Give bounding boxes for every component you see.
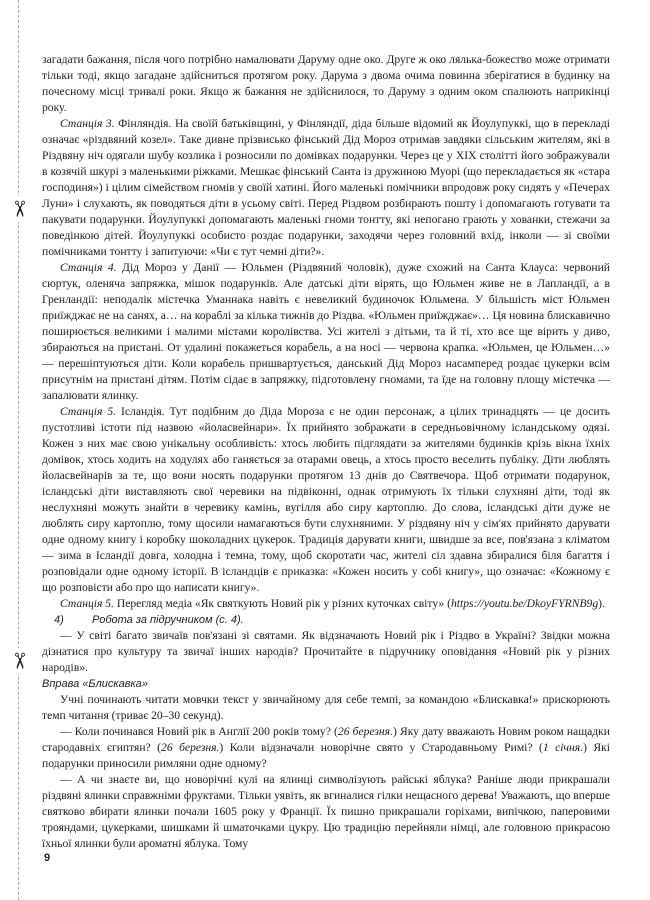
exercise-intro: Учні починають читати мовчки текст у звичайному для себе темпі, за командою «Блискавка!» прискорюють темп читання (триває 20–30 секунд). — [42, 693, 610, 722]
media-text-end: ). — [598, 597, 605, 610]
media-link[interactable]: https://youtu.be/DkoyFYRNB9g — [450, 597, 599, 610]
exercise-questions — [42, 724, 610, 772]
question-text: ) Коли відзначали новорічне свято у Стародавньому Римі? ( — [219, 741, 543, 754]
station-label: Станція 5. — [60, 597, 114, 610]
question-text: ) Яку дату вважають Новим роком нащадки стародавніх єгиптян? ( — [42, 725, 611, 754]
station-text: Ісландія. Тут подібним до Діда Мороза є не один персонаж, а цілих тринадцять — це досить пустотливі істоти під назвою «йоласвейнари». Їх прийнято зображати в середньовічному ісландському одязі. Кожен з них має свою унікальну особливість: хтось любить підглядати за жителями будинків крізь вікна їхніх домівок, хтось ходить на ходулях або ганяється за отарами овець, а хтось просто веселить публіку. Діти люблять йоласвейнарів за те, що вони носять подарунки протягом 13 днів до Святвечора. Щоб отримати подарунок, ісландські діти виставляють свої черевики на підвіконні, однак отримують їх тільки слухняні діти, тоді як неслухняні можуть знайти в черевику камінь, вугілля або сиру картоплю. До слова, ісландські діти дуже не люблять сиру картоплю, тому щосили намагаються бути слухняними. У різдвяну ніч у сім'ях прийнято дарувати одне одному книгу і коробку шоколадних цукерок. Традиція дарувати книги, швидше за все, пов'язана з кліматом — зима в Ісландії довга, холодна і темна, тому, щоб скоротати час, жителі сіл здавна збиралися біля багаття і розповідали одне одному історії. В ісландців є приказка: «Кожен носить у собі книгу», що означає: «Кожному є що розповісти або про що написати книгу». — [42, 405, 610, 594]
section-number: 4) — [54, 614, 64, 626]
scissors-icon: ✂ — [5, 648, 31, 674]
paragraph-station-4 — [42, 260, 610, 404]
exercise-title: Вправа «Блискавка» — [42, 678, 148, 690]
question-text: ) Які подарунки приносили римляни одне одному? — [42, 741, 610, 770]
section-heading — [42, 612, 610, 628]
paragraph: — У світі багато звичаїв пов'язані зі святами. Як відзначають Новий рік і Різдво в Україні? Звідки можна дізнатися про культуру та звичаї інших народів? Прочитайте в підручнику оповідання «Новий рік у різних народів». — [42, 629, 610, 674]
paragraph-media — [42, 596, 610, 612]
station-label: Станція 5. — [60, 405, 117, 418]
station-label: Станція 3. — [60, 117, 115, 130]
page-number: 9 — [44, 852, 51, 864]
paragraph-station-5 — [42, 404, 610, 596]
answer-text: 1 січня. — [542, 741, 584, 754]
station-text: Фінляндія. На своїй батьківщині, у Фінляндії, діда більше відомий як Йоулупуккі, що в перекладі означає «різдвяний козел». Таке дивне прізвисько фінський Дід Мороз отримав завдяки сільським жителям, які в Різдвяну ніч одягали шубу козлика і розносили по домівках подарунки. Через це у XIX столітті його зображували в козячій шкурі з маленькими ріжками. Мешкає фінський Санта із дружиною Муорі (що перекладається як «стара господиня») і цілим сімейством гномів у своїй хатині. Його маленькі помічники впродовж року сидять у «Печерах Луни» і слухають, як поводяться діти в усьому світі. Перед Різдвом розбирають пошту і допомагають готувати та пакувати подарунки. Йоулупуккі допомагають маленькі гноми тонтту, які непогано грають у хованки, стежачи за поведінкою дітей. Йоулупуккі особисто роздає подарунки, заходячи через головний вхід, інколи — зі своїми помічниками тонтту і запитуючи: «Чи є тут чемні діти?». — [42, 117, 610, 258]
media-text: Перегляд медіа «Як святкують Новий рік у різних куточках світу» ( — [113, 597, 451, 610]
page-content — [42, 52, 610, 852]
cut-line — [18, 0, 19, 900]
station-label: Станція 4. — [60, 261, 117, 274]
paragraph: загадати бажання, після чого потрібно намалювати Даруму одне око. Друге ж око лялька-божество може отримати тільки тоді, якщо загадане здійсниться протягом року. Дарума з двома очима повинна зберігатися в будинку на почесному місці тривалі роки. Якщо ж бажання не здійснилося, то Даруму з одним оком спалюють наприкінці року. — [42, 53, 610, 114]
answer-text: 26 березня. — [337, 725, 393, 738]
question-text: — Коли починався Новий рік в Англії 200 років тому? ( — [60, 725, 338, 738]
station-text: Дід Мороз у Данії — Юльмен (Різдвяний чоловік), дуже схожий на Санта Клауса: червоний сюртук, оленяча запряжка, мішок подарунків. Але датські діти вірять, що Юльмен живе не в Лапландії, а в Гренландії: неподалік містечка Уманнака навіть є невеликий будиночок Юльмена. У більшість міст Юльмен приїжджає не на санях, а… на кораблі за кілька тижнів до Різдва. «Юльмен приїжджає»… Ця новина блискавично поширюється великими і малими містами королівства. Усі жителі з дітьми, та й ті, хто все ще вірить у диво, збираються на пристані. От удалині покажеться корабель, а на носі — червона крапка. «Юльмен, це Юльмен…» — перешіптуються діти. Коли корабель пришвартується, данський Дід Мороз насамперед роздає цукерки всім присутнім на пристані дітям. Потім сідає в запряжку, підготовлену гномами, та їде на головну площу містечка — запалювати ялинку. — [42, 261, 610, 402]
scissors-icon: ✂ — [5, 196, 31, 222]
paragraph-station-3 — [42, 116, 610, 260]
paragraph: — А чи знаєте ви, що новорічні кулі на ялинці символізують райські яблука? Раніше люди прикрашали різдвяні ялинки справжніми фруктами. Тільки уявіть, як вгиналися гілки нещасного дерева! Уважають, що вперше святково вбирати ялинки почали 1605 року у Франції. Їх пишно прикрашали горіхами, випічкою, паперовими трояндами, цукерками, шишками й шматочками цукру. Цю традицію перейняли німці, але головною прикрасою їхньої ялинки були ароматні яблука. Тому — [42, 773, 610, 850]
answer-text: 26 березня. — [161, 741, 220, 754]
section-title: Робота за підручником (с. 4). — [92, 614, 244, 626]
